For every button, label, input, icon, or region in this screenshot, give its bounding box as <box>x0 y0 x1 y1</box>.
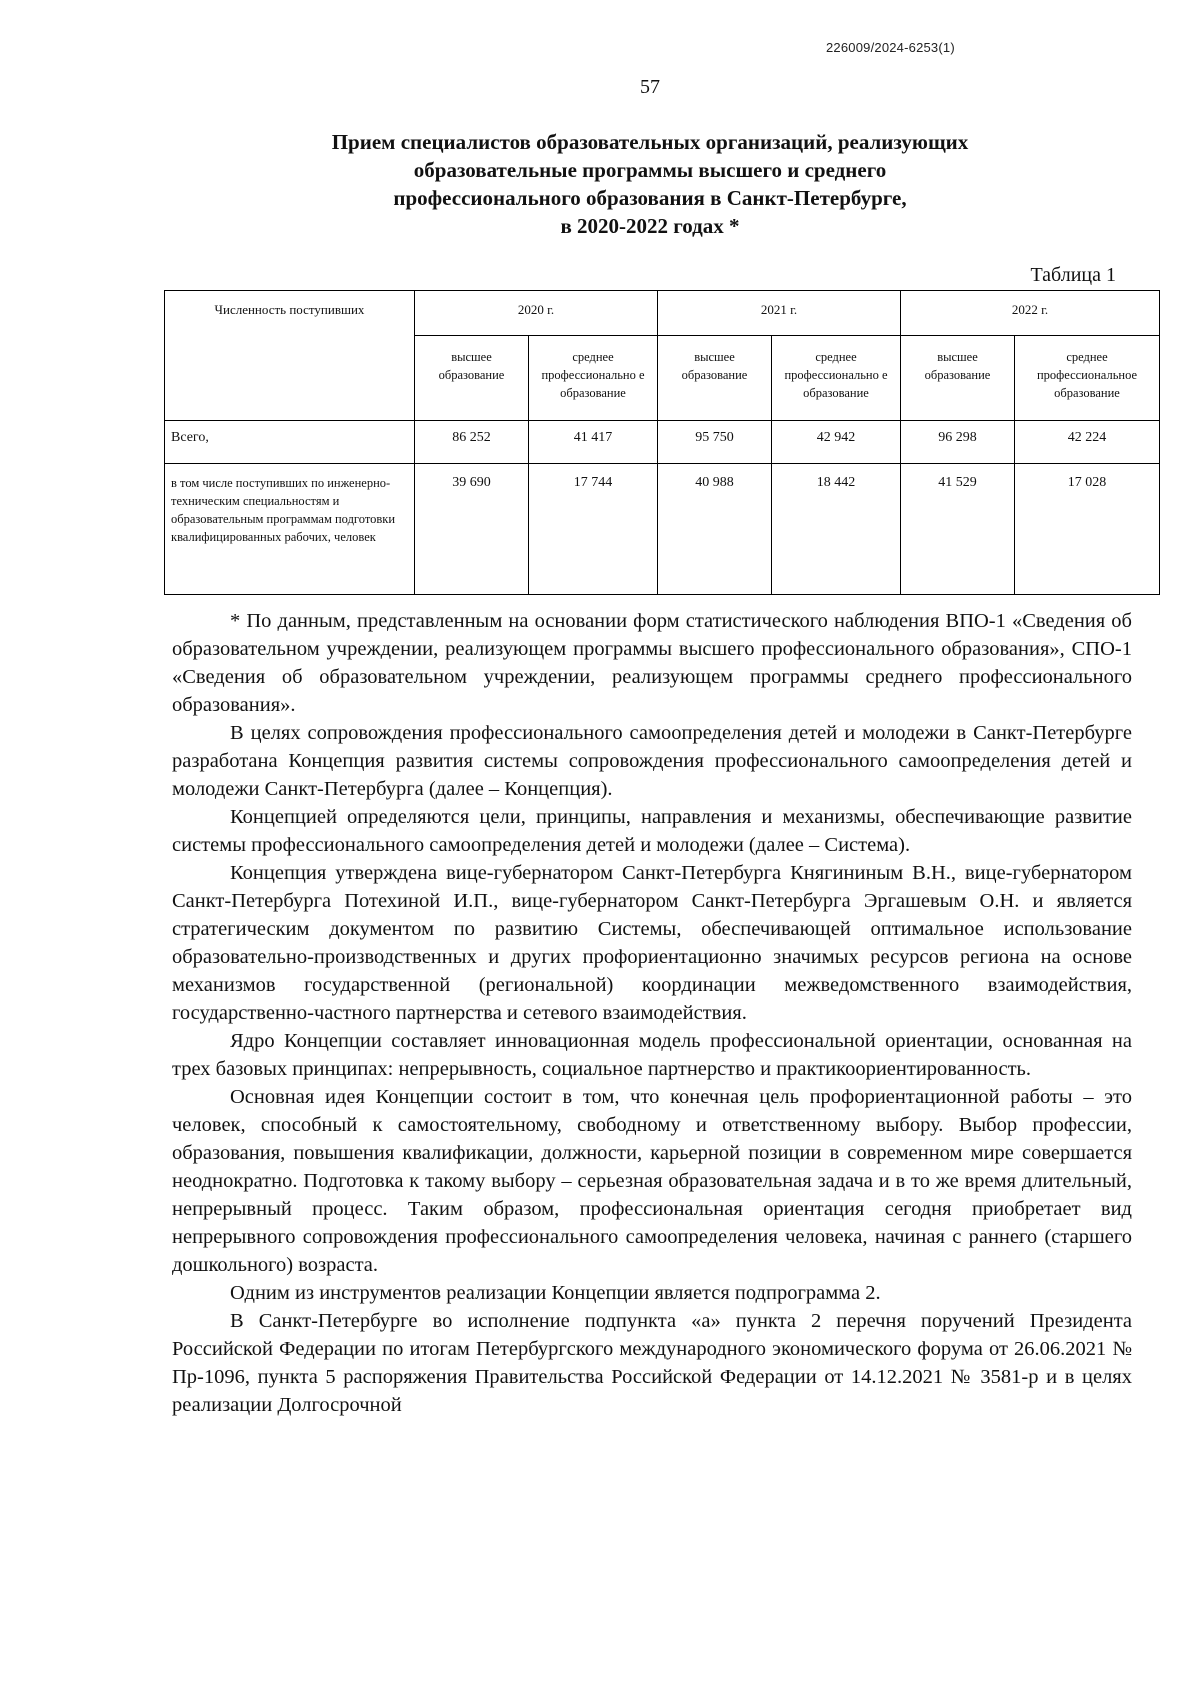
table-cell: 96 298 <box>901 421 1015 464</box>
table-cell: 41 417 <box>529 421 658 464</box>
table-cell: 17 744 <box>529 464 658 595</box>
title-line: профессионального образования в Санкт-Петербурге, <box>393 186 907 210</box>
table-row <box>165 464 1160 595</box>
subheader-higher-education: высшее образование <box>658 336 772 421</box>
paragraph: В целях сопровождения профессионального самоопределения детей и молодежи в Санкт-Петербурге разработана Концепция развития системы сопровождения профессионального самоопределения детей и молодежи Санкт-Петербурга (далее – Концепция). <box>172 722 1132 800</box>
table-cell: 42 942 <box>772 421 901 464</box>
table-cell: 86 252 <box>415 421 529 464</box>
subheader-vocational-education: среднее профессионально е образование <box>529 336 658 421</box>
year-header-2022: 2022 г. <box>901 291 1160 336</box>
table-header-row <box>165 291 1160 336</box>
table-cell: 42 224 <box>1015 421 1160 464</box>
paragraph: Основная идея Концепции состоит в том, что конечная цель профориентационной работы – это человек, способный к самостоятельному, свободному и ответственному выбору. Выбор профессии, образования, повышения квалификации, должности, карьерной позиции в современном мире совершается неоднократно. Подготовка к такому выбору – серьезная образовательная задача и в то же время длительный, непрерывный процесс. Таким образом, профессиональная ориентация сегодня приобретает вид непрерывного сопровождения профессионального самоопределения человека, начиная с раннего (старшего дошкольного) возраста. <box>172 1086 1132 1276</box>
subheader-higher-education: высшее образование <box>901 336 1015 421</box>
table-cell: 39 690 <box>415 464 529 595</box>
subheader-vocational-education: среднее профессиональное образование <box>1015 336 1160 421</box>
table-cell: 17 028 <box>1015 464 1160 595</box>
table-corner-header: Численность поступивших <box>165 291 415 421</box>
document-registration-number: 226009/2024-6253(1) <box>826 40 955 55</box>
row-label: Всего, <box>165 421 415 464</box>
page-number: 57 <box>640 76 660 98</box>
title-line: в 2020-2022 годах * <box>560 214 740 238</box>
table-row <box>165 421 1160 464</box>
title-line: образовательные программы высшего и среднего <box>413 158 887 182</box>
paragraph-footnote: * По данным, представленным на основании форм статистического наблюдения ВПО-1 «Сведения об образовательном учреждении, реализующем программы высшего профессионального образования», СПО-1 «Сведения об образовательном учреждении, реализующем программы среднего профессионального образования». <box>172 610 1132 716</box>
subheader-vocational-education: среднее профессионально е образование <box>772 336 901 421</box>
year-header-2021: 2021 г. <box>658 291 901 336</box>
admissions-table <box>164 290 1160 595</box>
body-text <box>172 607 1132 1419</box>
subheader-higher-education: высшее образование <box>415 336 529 421</box>
year-header-2020: 2020 г. <box>415 291 658 336</box>
table-cell: 18 442 <box>772 464 901 595</box>
table-label: Таблица 1 <box>1030 264 1116 286</box>
paragraph: Концепцией определяются цели, принципы, направления и механизмы, обеспечивающие развитие системы профессионального самоопределения детей и молодежи (далее – Система). <box>172 806 1132 856</box>
paragraph: В Санкт-Петербурге во исполнение подпункта «а» пункта 2 перечня поручений Президента Российской Федерации по итогам Петербургского международного экономического форума от 26.06.2021 № Пр-1096, пункта 5 распоряжения Правительства Российской Федерации от 14.12.2021 № 3581-р и в целях реализации Долгосрочной <box>172 1310 1132 1416</box>
table-cell: 40 988 <box>658 464 772 595</box>
paragraph: Концепция утверждена вице-губернатором Санкт-Петербурга Княгининым В.Н., вице-губернатором Санкт-Петербурга Потехиной И.П., вице-губернатором Санкт-Петербурга Эргашевым О.Н. и является стратегическим документом по развитию Системы, обеспечивающей оптимальное использование образовательно-производственных и других профориентационно значимых ресурсов региона на основе механизмов государственной (региональной) координации межведомственного взаимодействия, государственно-частного партнерства и сетевого взаимодействия. <box>172 862 1132 1024</box>
page-title <box>200 128 1100 240</box>
table-cell: 41 529 <box>901 464 1015 595</box>
paragraph: Ядро Концепции составляет инновационная модель профессиональной ориентации, основанная на трех базовых принципах: непрерывность, социальное партнерство и практикоориентированность. <box>172 1030 1132 1080</box>
row-label: в том числе поступивших по инженерно-техническим специальностям и образовательным программам подготовки квалифицированных рабочих, человек <box>165 464 415 595</box>
title-line: Прием специалистов образовательных организаций, реализующих <box>331 130 969 154</box>
paragraph: Одним из инструментов реализации Концепции является подпрограмма 2. <box>230 1282 881 1304</box>
table-cell: 95 750 <box>658 421 772 464</box>
